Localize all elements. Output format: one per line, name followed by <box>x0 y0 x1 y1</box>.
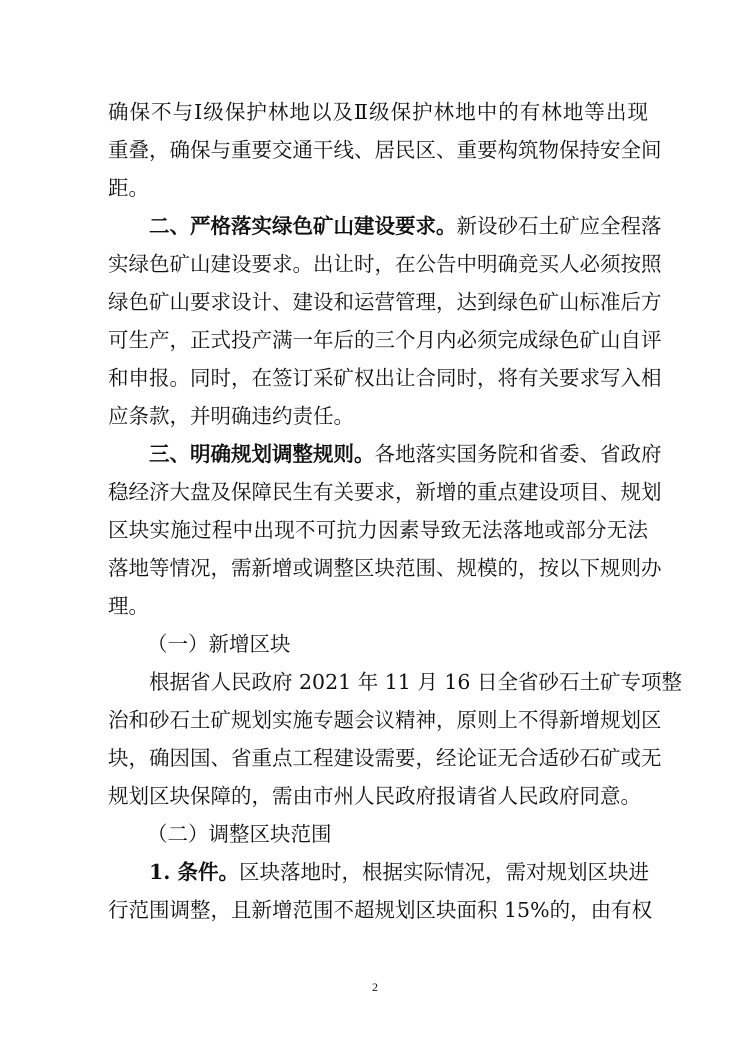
para1-line-2: 重叠，确保与重要交通干线、居民区、重要构筑物保持安全间 <box>108 138 662 162</box>
section-3-line-5: 理。 <box>108 594 149 618</box>
section-2-text: 新设砂石土矿应全程落 <box>456 214 662 238</box>
subsection-1-line-2: 治和砂石土矿规划实施专题会议精神，原则上不得新增规划区 <box>108 708 662 732</box>
subsection-1-line-4: 规划区块保障的，需由市州人民政府报请省人民政府同意。 <box>108 784 641 808</box>
section-3-line-2: 稳经济大盘及保障民生有关要求，新增的重点建设项目、规划 <box>108 480 662 504</box>
section-2-line-3: 绿色矿山要求设计、建设和运营管理，达到绿色矿山标准后方 <box>108 290 662 314</box>
section-3-heading: 三、明确规划调整规则。 <box>149 442 375 466</box>
section-3-first-line <box>149 440 662 468</box>
para1-line-3: 距。 <box>108 176 149 200</box>
section-2-heading: 二、严格落实绿色矿山建设要求。 <box>149 214 457 238</box>
page-number: 2 <box>372 980 378 994</box>
section-2-line-4: 可生产，正式投产满一年后的三个月内必须完成绿色矿山自评 <box>108 328 662 352</box>
section-3-line-3: 区块实施过程中出现不可抗力因素导致无法落地或部分无法 <box>108 518 648 542</box>
item-1-text: 区块落地时，根据实际情况，需对规划区块进 <box>239 860 650 884</box>
subsection-2-heading: （二）调整区块范围 <box>147 822 332 846</box>
item-1-label: 1. 条件。 <box>149 860 240 884</box>
para1-line-1: 确保不与Ⅰ级保护林地以及Ⅱ级保护林地中的有林地等出现 <box>108 100 648 124</box>
item-1-first-line <box>149 858 648 886</box>
item-1-line-2: 行范围调整，且新增范围不超规划区块面积 15%的，由有权 <box>108 898 653 922</box>
section-2-line-5: 和申报。同时，在签订采矿权出让合同时，将有关要求写入相 <box>108 366 662 390</box>
subsection-1-line-3: 块，确因国、省重点工程建设需要，经论证无合适砂石矿或无 <box>108 746 662 770</box>
subsection-1-line-1: 根据省人民政府 2021 年 11 月 16 日全省砂石土矿专项整 <box>149 670 682 694</box>
section-2-first-line <box>149 212 662 240</box>
subsection-1-heading: （一）新增区块 <box>147 632 291 656</box>
section-3-text: 各地落实国务院和省委、省政府 <box>374 442 662 466</box>
section-2-line-6: 应条款，并明确违约责任。 <box>108 404 354 428</box>
section-2-line-2: 实绿色矿山建设要求。出让时，在公告中明确竞买人必须按照 <box>108 252 662 276</box>
section-3-line-4: 落地等情况，需新增或调整区块范围、规模的，按以下规则办 <box>108 556 662 580</box>
